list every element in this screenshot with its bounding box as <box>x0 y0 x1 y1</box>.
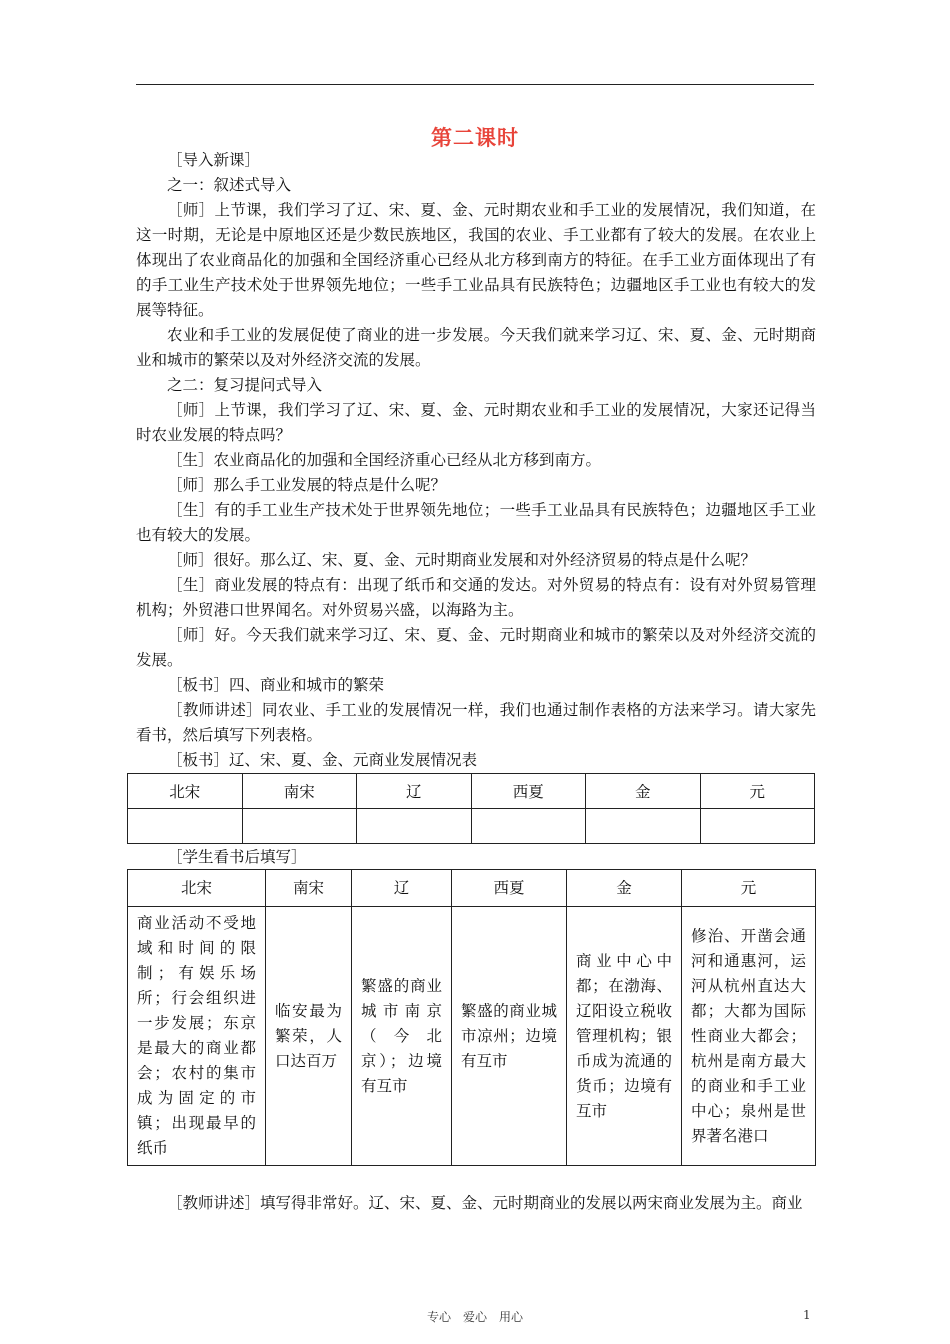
paragraph: ［生］有的手工业生产技术处于世界领先地位；一些手工业品具有民族特色；边疆地区手工业也有较大的发展。 <box>136 501 816 544</box>
paragraph: ［教师讲述］同农业、手工业的发展情况一样，我们也通过制作表格的方法来学习。请大家先看书，然后填写下列表格。 <box>136 701 816 744</box>
paragraph: ［师］很好。那么辽、宋、夏、金、元时期商业发展和对外经济贸易的特点是什么呢？ <box>167 551 757 569</box>
paragraph: 之二：复习提问式导入 <box>167 376 323 394</box>
table-empty-cell <box>128 809 243 844</box>
table-empty-cell <box>357 809 472 844</box>
table-header-row <box>128 870 816 907</box>
lesson-body <box>136 148 816 773</box>
paragraph: ［师］上节课，我们学习了辽、宋、夏、金、元时期农业和手工业的发展情况，我们知道，在这一时期，无论是中原地区还是少数民族地区，我国的农业、手工业都有了较大的发展。在农业上体现出了农业商品化的加强和全国经济重心已经从北方移到南方的特征。在手工业方面体现出了有的手工业生产技术处于世界领先地位；一些手工业品具有民族特色；边疆地区手工业也有较大的发展等特征。 <box>136 201 816 319</box>
paragraph: 农业和手工业的发展促使了商业的进一步发展。今天我们就来学习辽、宋、夏、金、元时期商业和城市的繁荣以及对外经济交流的发展。 <box>136 326 816 369</box>
table-header-cell: 元 <box>700 774 815 809</box>
paragraph: ［导入新课］ <box>167 151 261 169</box>
paragraph: ［师］好。今天我们就来学习辽、宋、夏、金、元时期商业和城市的繁荣以及对外经济交流的发展。 <box>136 626 816 669</box>
footer-motto: 专心 爱心 用心 <box>426 1310 523 1324</box>
paragraph: ［生］商业发展的特点有：出现了纸币和交通的发达。对外贸易的特点有：设有对外贸易管理机构；外贸港口世界闻名。对外贸易兴盛，以海路为主。 <box>136 576 816 619</box>
filled-commerce-table <box>127 869 816 1166</box>
table-header-cell: 辽 <box>357 774 472 809</box>
table-header-cell: 南宋 <box>242 774 357 809</box>
table-header-cell: 金 <box>567 870 682 907</box>
table-header-cell: 北宋 <box>128 870 266 907</box>
page-number: 1 <box>803 1308 811 1322</box>
table-header-cell: 西夏 <box>471 774 586 809</box>
blank-commerce-table <box>127 773 815 844</box>
table-header-row <box>128 774 815 809</box>
table-header-cell: 南宋 <box>266 870 352 907</box>
paragraph: 之一：叙述式导入 <box>167 176 292 194</box>
page-title: 第二课时 <box>431 125 519 150</box>
table-cell: 临安最为繁荣，人口达百万 <box>266 907 352 1166</box>
table-header-cell: 元 <box>682 870 816 907</box>
table-header-cell: 西夏 <box>452 870 567 907</box>
table-cell: 商业活动不受地域和时间的限制；有娱乐场所；行会组织进一步发展；东京是最大的商业都会；农村的集市成为固定的市镇；出现最早的纸币 <box>128 907 266 1166</box>
header-rule <box>136 84 814 85</box>
paragraph: ［师］上节课，我们学习了辽、宋、夏、金、元时期农业和手工业的发展情况，大家还记得当时农业发展的特点吗？ <box>136 401 816 444</box>
table-empty-row <box>128 809 815 844</box>
table-cell: 繁盛的商业城市南京（今北京）；边境有互市 <box>352 907 452 1166</box>
table-row <box>128 907 816 1166</box>
table-cell: 繁盛的商业城市凉州；边境有互市 <box>452 907 567 1166</box>
paragraph: ［板书］四、商业和城市的繁荣 <box>167 676 385 694</box>
table-header-cell: 辽 <box>352 870 452 907</box>
table-empty-cell <box>700 809 815 844</box>
table-empty-cell <box>242 809 357 844</box>
table-header-cell: 北宋 <box>128 774 243 809</box>
table-header-cell: 金 <box>586 774 701 809</box>
table-empty-cell <box>471 809 586 844</box>
paragraph: ［板书］辽、宋、夏、金、元商业发展情况表 <box>167 751 478 769</box>
paragraph: ［师］那么手工业发展的特点是什么呢？ <box>167 476 447 494</box>
table-cell: 修治、开凿会通河和通惠河，运河从杭州直达大都；大都为国际性商业大都会；杭州是南方最大的商业和手工业中心；泉州是世界著名港口 <box>682 907 816 1166</box>
paragraph: ［生］农业商品化的加强和全国经济重心已经从北方移到南方。 <box>167 451 602 469</box>
table-empty-cell <box>586 809 701 844</box>
closing-paragraph: ［教师讲述］填写得非常好。辽、宋、夏、金、元时期商业的发展以两宋商业发展为主。商业 <box>167 1194 803 1212</box>
table-cell: 商业中心中都；在渤海、辽阳设立税收管理机构；银币成为流通的货币；边境有互市 <box>567 907 682 1166</box>
filled-table-label: ［学生看书后填写］ <box>167 848 307 866</box>
